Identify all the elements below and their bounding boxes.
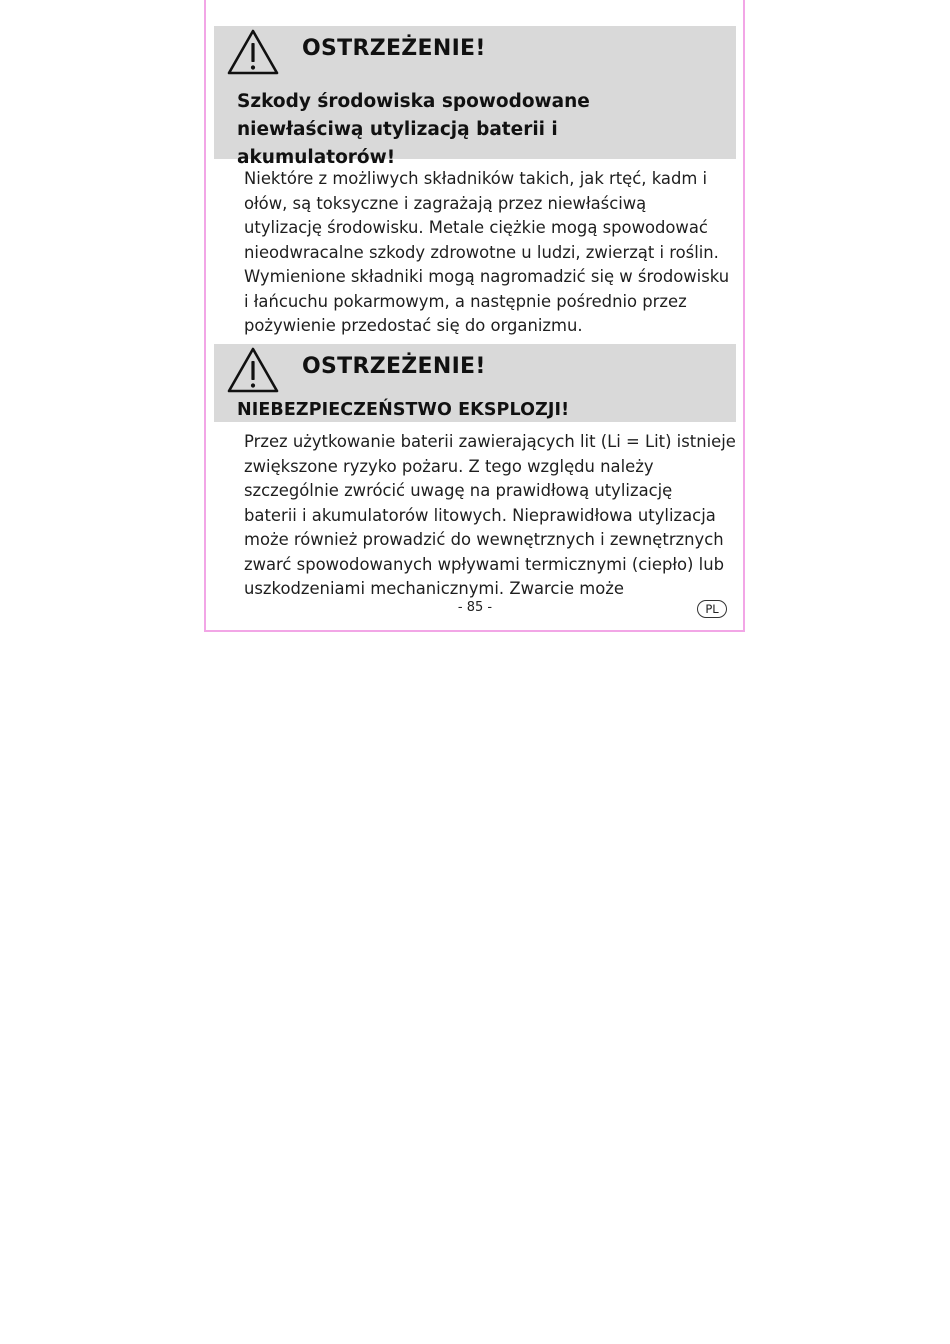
warning-subtitle: NIEBEZPIECZEŃSTWO EKSPLOZJI! — [237, 400, 570, 420]
language-badge: PL — [697, 600, 727, 618]
body-line: utylizację środowisku. Metale ciężkie mogą spowodować — [244, 218, 708, 237]
body-line: zwiększone ryzyko pożaru. Z tego względu należy — [244, 456, 654, 476]
body-line: pożywienie przedostać się do organizmu. — [244, 316, 583, 335]
body-line: może również prowadzić do wewnętrznych i zewnętrznych — [244, 530, 724, 549]
warning-box-explosion — [214, 344, 736, 422]
warning-subtitle — [237, 88, 717, 172]
page-number: - 85 - — [457, 600, 493, 615]
subtitle-line: niewłaściwą utylizacją baterii i — [237, 119, 558, 140]
body-line: uszkodzeniami mechanicznymi. Zwarcie może — [244, 579, 624, 598]
subtitle-line: akumulatorów! — [237, 147, 396, 168]
body-line: szczególnie zwrócić uwagę na prawidłową utylizację — [244, 481, 673, 500]
body-line: baterii i akumulatorów litowych. Nieprawidłowa utylizacja — [244, 505, 716, 525]
body-paragraph-explosion — [244, 430, 736, 602]
body-line: Wymienione składniki mogą nagromadzić się w środowisku — [244, 267, 730, 286]
body-paragraph-environment — [244, 167, 732, 339]
body-line: ołów, są toksyczne i zagrażają przez niewłaściwą — [244, 193, 647, 213]
warning-title: OSTRZEŻENIE! — [302, 354, 486, 379]
warning-triangle-icon — [226, 346, 280, 394]
warning-title: OSTRZEŻENIE! — [302, 36, 486, 61]
warning-box-environment — [214, 26, 736, 168]
body-line: Niektóre z możliwych składników takich, jak rtęć, kadm i — [244, 169, 708, 188]
body-line: i łańcuchu pokarmowym, a następnie pośrednio przez — [244, 291, 687, 311]
body-line: zwarć spowodowanych wpływami termicznymi (ciepło) lub — [244, 554, 724, 574]
subtitle-line: Szkody środowiska spowodowane — [237, 91, 590, 112]
warning-triangle-icon — [226, 28, 280, 76]
body-line: nieodwracalne szkody zdrowotne u ludzi, zwierząt i roślin. — [244, 242, 719, 262]
body-line: Przez użytkowanie baterii zawierających lit (Li = Lit) istnieje — [244, 432, 736, 451]
